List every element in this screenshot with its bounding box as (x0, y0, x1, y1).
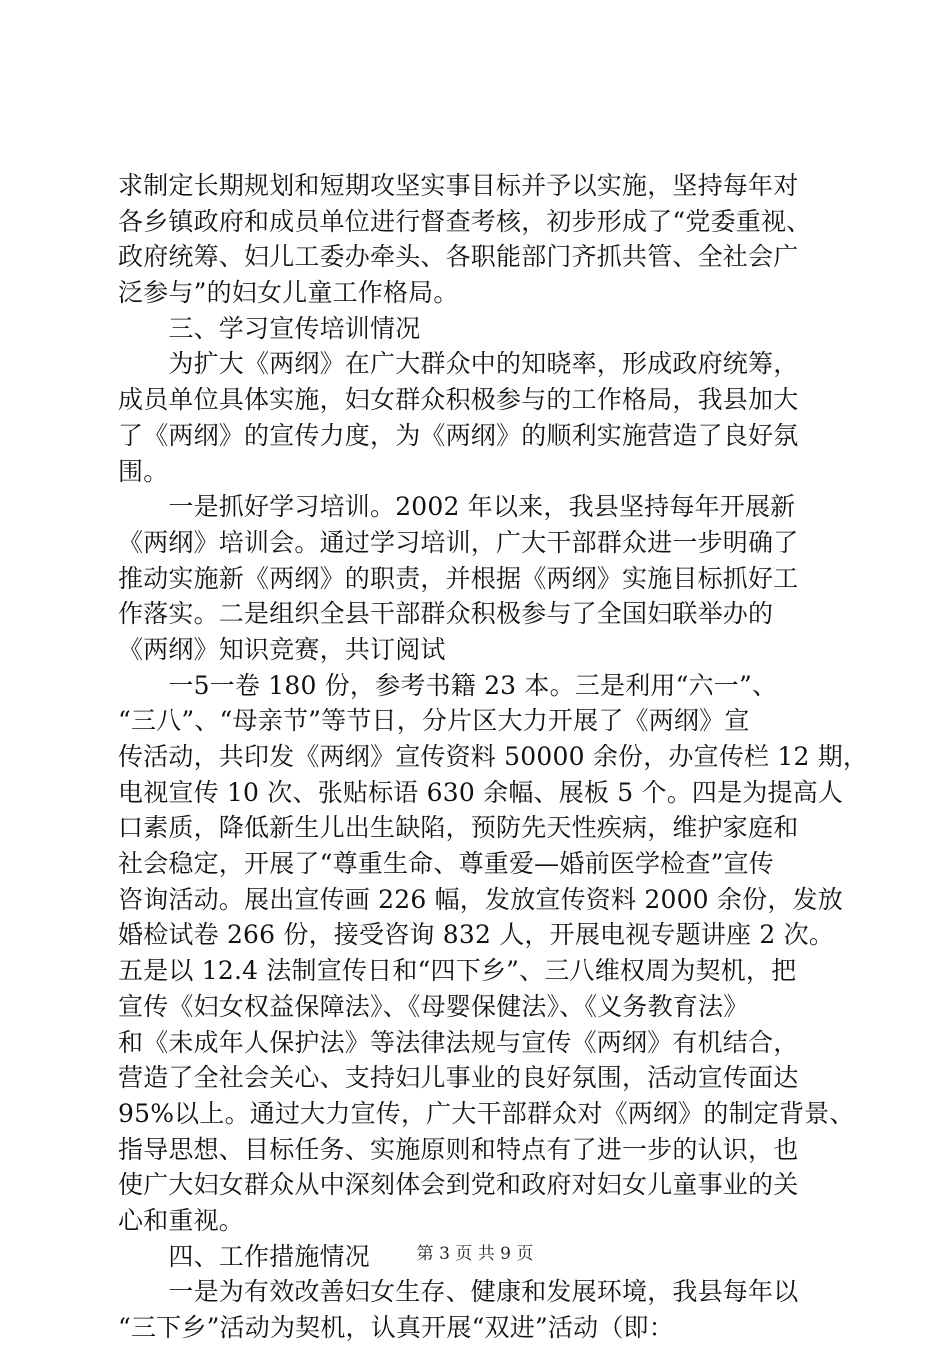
text-line: 和《未成年人保护法》等法律法规与宣传《两纲》有机结合， (118, 1027, 799, 1057)
text-line: 咨询活动。展出宣传画 226 幅，发放宣传资料 2000 余份，发放 (118, 884, 843, 914)
text-line: 《两纲》培训会。通过学习培训，广大干部群众进一步明确了 (118, 527, 799, 557)
text-line: 社会稳定，开展了“尊重生命、尊重爱—婚前医学检查”宣传 (118, 849, 774, 879)
text-line: 心和重视。 (118, 1205, 245, 1235)
text-line: 了《两纲》的宣传力度，为《两纲》的顺利实施营造了良好氛 (118, 420, 799, 450)
text-line: 求制定长期规划和短期攻坚实事目标并予以实施，坚持每年对 (118, 171, 799, 200)
text-line: 传活动，共印发《两纲》宣传资料 50000 余份，办宣传栏 12 期， (118, 742, 869, 771)
text-line: 政府统筹、妇儿工委办牵头、各职能部门齐抓共管、全社会广 (118, 242, 799, 272)
text-line: 五是以 12.4 法制宣传日和“四下乡”、三八维权周为契机，把 (118, 956, 797, 986)
text-line: 使广大妇女群众从中深刻体会到党和政府对妇女儿童事业的关 (118, 1170, 799, 1200)
text-line: “三下乡”活动为契机，认真开展“双进”活动（即： (118, 1313, 674, 1342)
text-line: 宣传《妇女权益保障法》、《母婴保健法》、《义务教育法》 (118, 991, 749, 1021)
document-body (118, 168, 869, 1346)
page-number: 第 3 页 共 9 页 (416, 1244, 534, 1264)
section-heading: 四、工作措施情况 (118, 1241, 371, 1271)
page-footer (0, 1243, 950, 1265)
section-heading: 三、学习宣传培训情况 (118, 313, 421, 343)
text-line: 一5一卷 180 份，参考书籍 23 本。三是利用“六一”、 (118, 670, 778, 700)
text-line: 为扩大《两纲》在广大群众中的知晓率，形成政府统筹， (118, 349, 799, 379)
text-line: 95%以上。通过大力宣传，广大干部群众对《两纲》的制定背景、 (118, 1098, 855, 1128)
text-line: 各乡镇政府和成员单位进行督查考核，初步形成了“党委重视、 (118, 206, 812, 236)
text-line: “三八”、“母亲节”等节日，分片区大力开展了《两纲》宣 (118, 706, 750, 736)
text-line: 围。 (118, 456, 169, 486)
text-line: 推动实施新《两纲》的职责，并根据《两纲》实施目标抓好工 (118, 563, 799, 593)
text-line: 婚检试卷 266 份，接受咨询 832 人，开展电视专题讲座 2 次。 (118, 920, 835, 950)
text-line: 一是为有效改善妇女生存、健康和发展环境，我县每年以 (118, 1277, 799, 1307)
text-line: 电视宣传 10 次、张贴标语 630 余幅、展板 5 个。四是为提高人 (118, 777, 844, 807)
text-line: 口素质，降低新生儿出生缺陷，预防先天性疾病，维护家庭和 (118, 813, 799, 843)
text-line: 营造了全社会关心、支持妇儿事业的良好氛围，活动宣传面达 (118, 1063, 799, 1093)
text-line: 成员单位具体实施，妇女群众积极参与的工作格局，我县加大 (118, 385, 799, 415)
text-line: 《两纲》知识竞赛，共订阅试 (118, 634, 446, 664)
text-line: 指导思想、目标任务、实施原则和特点有了进一步的认识，也 (118, 1134, 799, 1164)
text-line: 泛参与”的妇女儿童工作格局。 (118, 278, 459, 308)
text-line: 一是抓好学习培训。2002 年以来，我县坚持每年开展新 (118, 492, 796, 522)
text-line: 作落实。二是组织全县干部群众积极参与了全国妇联举办的 (118, 599, 774, 629)
